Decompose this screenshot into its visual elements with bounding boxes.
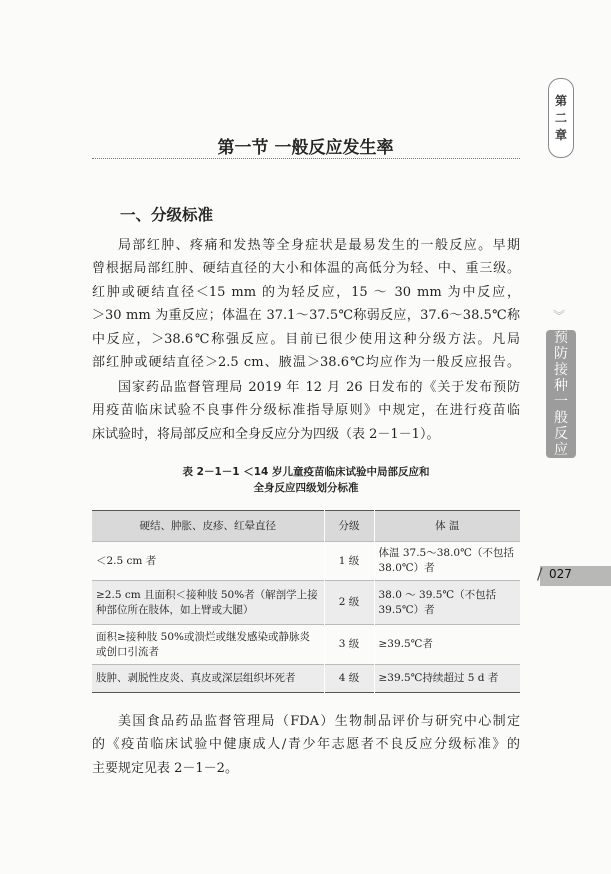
text-line: 局部红肿、疼痛和发热等全身症状是最易发生的一般反应。早期 [118,238,520,253]
text-line: 曾根据局部红肿、硬结直径的大小和体温的高低分为轻、中、重三级。 [92,261,520,277]
table-cell: ≥2.5 cm 且面积＜接种肢 50%者（解剖学上接种部位所在肢体，如上臂或大腿） [92,581,324,625]
table-cell: 面积≥接种肢 50%或溃烂或继发感染或静脉炎或创口引流者 [96,630,310,658]
section-tab [546,330,576,458]
table-cell: ≥39.5℃持续超过 5 d 者 [374,665,520,693]
text-line: 的《疫苗临床试验中健康成人/青少年志愿者不良反应分级标准》的 [92,737,520,753]
text-line: 主要规定见表 2－1－2。 [92,760,238,776]
caption-line: 全身反应四级划分标准 [253,482,359,494]
column-header: 分级 [324,511,374,542]
dotted-divider [92,158,520,159]
section-char: 般 [554,410,568,426]
chapter-char: 第 [554,93,567,108]
table-row [92,581,520,625]
table-row [92,625,520,665]
table-cell: ＜2.5 cm 者 [96,554,157,567]
chapter-char: 章 [554,127,567,142]
paragraph-2 [92,376,520,446]
paragraph-3 [92,710,520,780]
column-header: 硬结、肿胀、皮疹、红晕直径 [92,511,324,542]
text-line: 国家药品监督管理局 2019 年 12 月 26 日发布的《关于发布预防 [118,380,520,395]
section-char: 接 [554,362,568,378]
text-line: ＞30 mm 为重反应；体温在 37.1～37.5℃称弱反应，37.6～38.5℃称 [92,308,520,324]
table-cell: 肢肿、剥脱性皮炎、真皮或深层组织坏死者 [92,665,324,693]
table-cell: 38.0 ～ 39.5℃（不包括 39.5℃）者 [374,581,520,625]
table-row [92,542,520,581]
subsection-title: 一、分级标准 [120,206,214,224]
table-cell: 体温 37.5～38.0℃（不包括 38.0℃）者 [374,542,520,581]
section-title: 第一节 一般反应发生率 [217,138,394,158]
section-char: 反 [554,426,568,442]
table-cell: 2 级 [324,581,374,625]
table-cell: 3 级 [324,625,374,665]
paragraph-1 [92,234,520,374]
text-line: 部红肿或硬结直径＞2.5 cm、腋温＞38.6℃均应作为一般反应报告。 [92,355,520,371]
page-number: 027 [549,567,572,581]
section-char: 防 [554,346,568,362]
chevron-down-icon: ︾ [553,309,566,323]
section-char: 一 [554,394,568,410]
table-row [92,665,520,693]
table-cell: 1 级 [324,542,374,581]
section-char: 应 [554,442,568,458]
grading-table [92,510,520,693]
table-cell: 4 级 [324,665,374,693]
text-line: 中反应，＞38.6℃称强反应。目前已很少使用这种分级方法。凡局 [92,331,520,347]
table-cell: ≥39.5℃者 [374,625,520,665]
column-header: 体 温 [374,511,520,542]
slash-icon: / [537,564,543,583]
chapter-char: 二 [554,110,567,125]
text-line: 床试验时，将局部反应和全身反应分为四级（表 2－1－1）。 [92,426,440,442]
text-line: 美国食品药品监督管理局（FDA）生物制品评价与研究中心制定 [118,714,520,729]
caption-line: 表 2－1－1 ＜14 岁儿童疫苗临床试验中局部反应和 [182,466,430,478]
section-char: 预 [554,330,568,346]
text-line: 用疫苗临床试验不良事件分级标准指导原则》中规定，在进行疫苗临 [92,403,520,419]
table-caption [92,464,520,496]
section-char: 种 [554,378,568,394]
text-line: 红肿或硬结直径＜15 mm 的为轻反应，15 ～ 30 mm 为中反应， [92,284,520,300]
